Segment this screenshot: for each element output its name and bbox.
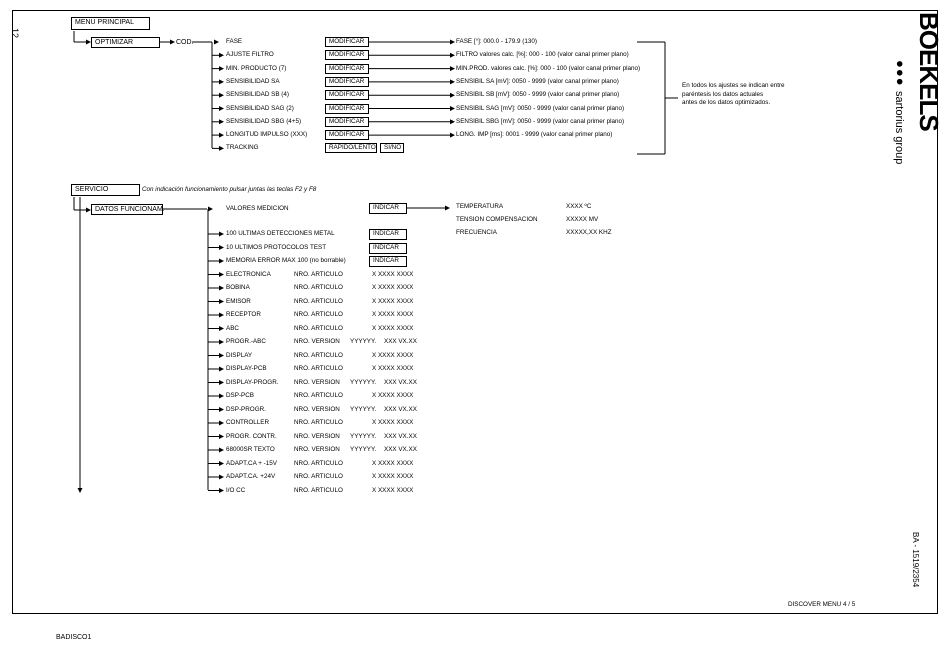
menu-item-label: SENSIBILIDAD SA: [226, 77, 280, 85]
datos-box: DATOS FUNCIONAM.: [91, 204, 163, 215]
arrow-right-icon: [219, 232, 224, 237]
part-label: ADAPT.CA + -15V: [226, 459, 277, 467]
part-value: X XXXX XXXX: [372, 324, 414, 332]
arrow-right-icon: [219, 286, 224, 291]
menu-principal-box: MENU PRINCIPAL: [71, 17, 150, 30]
part-version: YYYYYY.: [350, 338, 377, 345]
menu-item-label: TRACKING: [226, 144, 259, 152]
doc-code: BA - 1519/2354: [911, 532, 920, 588]
part-label: DSP-PCB: [226, 392, 254, 399]
arrow-right-icon: [170, 40, 175, 45]
menu-item-result: LONG. IMP [ms]: 0001 - 9999 (valor canal primer plano): [456, 131, 613, 139]
modificar-box: MODIFICAR: [325, 90, 369, 100]
arrow-right-icon: [219, 434, 224, 439]
menu-item-label: SENSIBILIDAD SB (4): [226, 91, 289, 99]
logo-brand: BOEKELS: [914, 12, 944, 131]
part-value: X XXXX XXXX: [372, 473, 414, 480]
menu-item-label: MIN. PRODUCTO (7): [226, 64, 287, 72]
menu-item-result: SENSIBIL SBG [mV]: 0050 - 9999 (valor canal primer plano): [456, 117, 625, 125]
indicar-box: INDICAR: [369, 243, 407, 254]
indicar-box: INDICAR: [369, 229, 407, 240]
part-label: EMISOR: [226, 297, 251, 305]
arrow-right-icon: [219, 353, 224, 358]
optimization-note: [682, 82, 785, 108]
part-label: 68000SR TEXTO: [226, 446, 275, 453]
arrow-right-icon: [219, 66, 224, 71]
servicio-hint: Con indicación funcionamiento pulsar juntas las teclas F2 y F8: [142, 186, 317, 193]
indicar-box: INDICAR: [369, 256, 407, 267]
part-kind: NRO. ARTICULO: [294, 459, 343, 467]
arrow-right-icon: [219, 299, 224, 304]
modificar-box: MODIFICAR: [325, 77, 369, 87]
arrow-right-icon: [450, 53, 455, 58]
arrow-right-icon: [450, 40, 455, 45]
servicio-box: SERVICIO: [71, 184, 140, 196]
arrow-right-icon: [450, 93, 455, 98]
arrow-right-icon: [219, 272, 224, 277]
menu-item-label: FASE: [226, 38, 243, 45]
arrow-right-icon: [208, 207, 213, 212]
arrow-right-icon: [219, 119, 224, 124]
note-line: paréntesis los datos actuales: [682, 90, 764, 98]
modificar-box: MODIFICAR: [325, 130, 369, 140]
part-value: X XXXX XXXX: [372, 365, 414, 372]
arrow-right-icon: [219, 146, 224, 151]
arrow-right-icon: [219, 133, 224, 138]
valores-label: VALORES MEDICION: [226, 205, 289, 212]
arrow-right-icon: [214, 40, 219, 45]
footer-file: BADISCO1: [56, 634, 92, 641]
arrow-right-icon: [219, 326, 224, 331]
optimizar-box: OPTIMIZAR: [91, 37, 160, 48]
part-label: ADAPT.CA. +24V: [226, 473, 276, 480]
footer-ref: DISCOVER MENU 4 / 5: [788, 601, 856, 608]
menu-item-result: SENSIBIL SA [mV]: 0050 - 9999 (valor canal primer plano): [456, 77, 619, 85]
modificar-box: MODIFICAR: [325, 64, 369, 74]
modificar-box: MODIFICAR: [325, 50, 369, 60]
part-kind: NRO. VERSION: [294, 338, 340, 345]
part-value: X XXXX XXXX: [372, 459, 414, 467]
menu-item-result: SENSIBIL SAG [mV]: 0050 - 9999 (valor canal primer plano): [456, 104, 625, 112]
arrow-down-icon: [78, 488, 83, 493]
measurement-value: XXXXX,XX KHZ: [566, 229, 612, 236]
modificar-box: MODIFICAR: [325, 37, 369, 47]
part-value: X XXXX XXXX: [372, 392, 414, 399]
part-kind: NRO. ARTICULO: [294, 473, 343, 480]
part-kind: NRO. VERSION: [294, 446, 340, 453]
arrow-right-icon: [219, 106, 224, 111]
arrow-right-icon: [219, 340, 224, 345]
part-value: X XXXX XXXX: [372, 486, 414, 494]
arrow-right-icon: [219, 407, 224, 412]
part-value: X XXXX XXXX: [372, 351, 414, 359]
part-value: X XXXX XXXX: [372, 270, 414, 278]
part-kind: NRO. ARTICULO: [294, 311, 343, 318]
part-label: I/O CC: [226, 486, 246, 494]
measurement-value: XXXXX MV: [566, 216, 599, 223]
part-value: X XXXX XXXX: [372, 311, 414, 318]
valores-indicar-box: INDICAR: [369, 203, 407, 214]
menu-item-result: SENSIBIL SB [mV]: 0050 - 9999 (valor canal primer plano): [456, 91, 620, 99]
arrow-right-icon: [219, 380, 224, 385]
arrow-right-icon: [445, 206, 450, 211]
part-version: YYYYYY.: [350, 432, 377, 440]
arrow-right-icon: [219, 488, 224, 493]
logo-subtitle-wrap: ●●● sartorius group: [893, 60, 908, 165]
arrow-right-icon: [450, 79, 455, 84]
part-kind: NRO. ARTICULO: [294, 324, 343, 332]
arrow-right-icon: [450, 106, 455, 111]
measurement-name: FRECUENCIA: [456, 229, 497, 236]
menu-item-label: SENSIBILIDAD SBG (4+5): [226, 117, 302, 125]
arrow-right-icon: [219, 421, 224, 426]
part-kind: NRO. VERSION: [294, 432, 340, 440]
tracking-mode-box: RAPIDO/LENTO: [325, 143, 377, 153]
part-kind: NRO. ARTICULO: [294, 392, 343, 399]
part-value: XXX VX.XX: [384, 405, 417, 413]
part-kind: NRO. ARTICULO: [294, 419, 343, 426]
part-kind: NRO. VERSION: [294, 378, 340, 386]
arrow-right-icon: [450, 119, 455, 124]
part-value: XXX VX.XX: [384, 446, 417, 453]
part-label: DISPLAY-PCB: [226, 365, 267, 372]
part-version: YYYYYY.: [350, 405, 377, 413]
cod-label: COD.: [176, 39, 194, 46]
menu-item-result: FASE [°]: 000.0 - 179.9 (130): [456, 38, 537, 45]
part-value: XXX VX.XX: [384, 432, 417, 440]
arrow-right-icon: [219, 367, 224, 372]
arrow-right-icon: [219, 259, 224, 264]
part-label: BOBINA: [226, 284, 250, 291]
part-value: X XXXX XXXX: [372, 284, 414, 291]
part-kind: NRO. ARTICULO: [294, 365, 343, 372]
part-version: YYYYYY.: [350, 378, 377, 386]
part-kind: NRO. ARTICULO: [294, 486, 343, 494]
arrow-right-icon: [450, 133, 455, 138]
part-label: ELECTRONICA: [226, 270, 271, 278]
part-kind: NRO. ARTICULO: [294, 284, 343, 291]
brand-logo: [913, 12, 944, 131]
service-item-label: MEMORIA ERROR MAX 100 (no borrable): [226, 257, 346, 264]
part-kind: NRO. ARTICULO: [294, 270, 343, 278]
menu-item-label: SENSIBILIDAD SAG (2): [226, 104, 294, 112]
service-item-label: 100 ULTIMAS DETECCIONES METAL: [226, 230, 335, 237]
arrow-right-icon: [219, 313, 224, 318]
menu-item-label: LONGITUD IMPULSO (XXX): [226, 131, 308, 139]
tracking-sino-box: SI/NO: [380, 143, 404, 153]
part-value: XXX VX.XX: [384, 378, 417, 386]
arrow-right-icon: [219, 245, 224, 250]
modificar-box: MODIFICAR: [325, 117, 369, 127]
part-label: PROGR.-ABC: [226, 338, 266, 345]
part-label: CONTROLLER: [226, 419, 270, 426]
part-kind: NRO. VERSION: [294, 405, 340, 413]
note-line: antes de los datos optimizados.: [682, 99, 771, 106]
part-label: DISPLAY: [226, 351, 253, 359]
measurement-value: XXXX ºC: [566, 203, 592, 210]
menu-item-result: MIN.PROD. valores calc. [%]: 000 - 100 (valor canal primer plano): [456, 64, 641, 72]
footer-page: 4 / 5: [842, 601, 856, 608]
logo-subtitle: sartorius group: [893, 91, 905, 165]
part-label: DISPLAY-PROGR.: [226, 378, 279, 386]
page-number: 12: [10, 28, 20, 39]
arrow-right-icon: [219, 394, 224, 399]
note-line: En todos los ajustes se indican entre: [682, 82, 785, 89]
part-value: X XXXX XXXX: [372, 297, 414, 305]
arrow-right-icon: [219, 93, 224, 98]
menu-item-label: AJUSTE FILTRO: [226, 51, 274, 59]
part-value: X XXXX XXXX: [372, 419, 414, 426]
part-label: RECEPTOR: [226, 311, 261, 318]
part-kind: NRO. ARTICULO: [294, 297, 343, 305]
arrow-right-icon: [219, 53, 224, 58]
part-label: PROGR. CONTR.: [226, 432, 277, 440]
modificar-box: MODIFICAR: [325, 104, 369, 114]
arrow-right-icon: [219, 79, 224, 84]
arrow-right-icon: [450, 66, 455, 71]
arrow-right-icon: [219, 461, 224, 466]
menu-item-result: FILTRO valores calc. [%]: 000 - 100 (valor canal primer plano): [456, 51, 629, 59]
part-label: ABC: [226, 324, 239, 332]
service-item-label: 10 ULTIMOS PROTOCOLOS TEST: [226, 243, 327, 251]
part-kind: NRO. ARTICULO: [294, 351, 343, 359]
part-label: DSP-PROGR.: [226, 405, 266, 413]
part-version: YYYYYY.: [350, 446, 377, 453]
arrow-right-icon: [219, 475, 224, 480]
measurement-name: TEMPERATURA: [456, 203, 504, 210]
part-value: XXX VX.XX: [384, 338, 417, 345]
measurement-name: TENSION COMPENSACION: [456, 216, 538, 223]
arrow-right-icon: [219, 448, 224, 453]
